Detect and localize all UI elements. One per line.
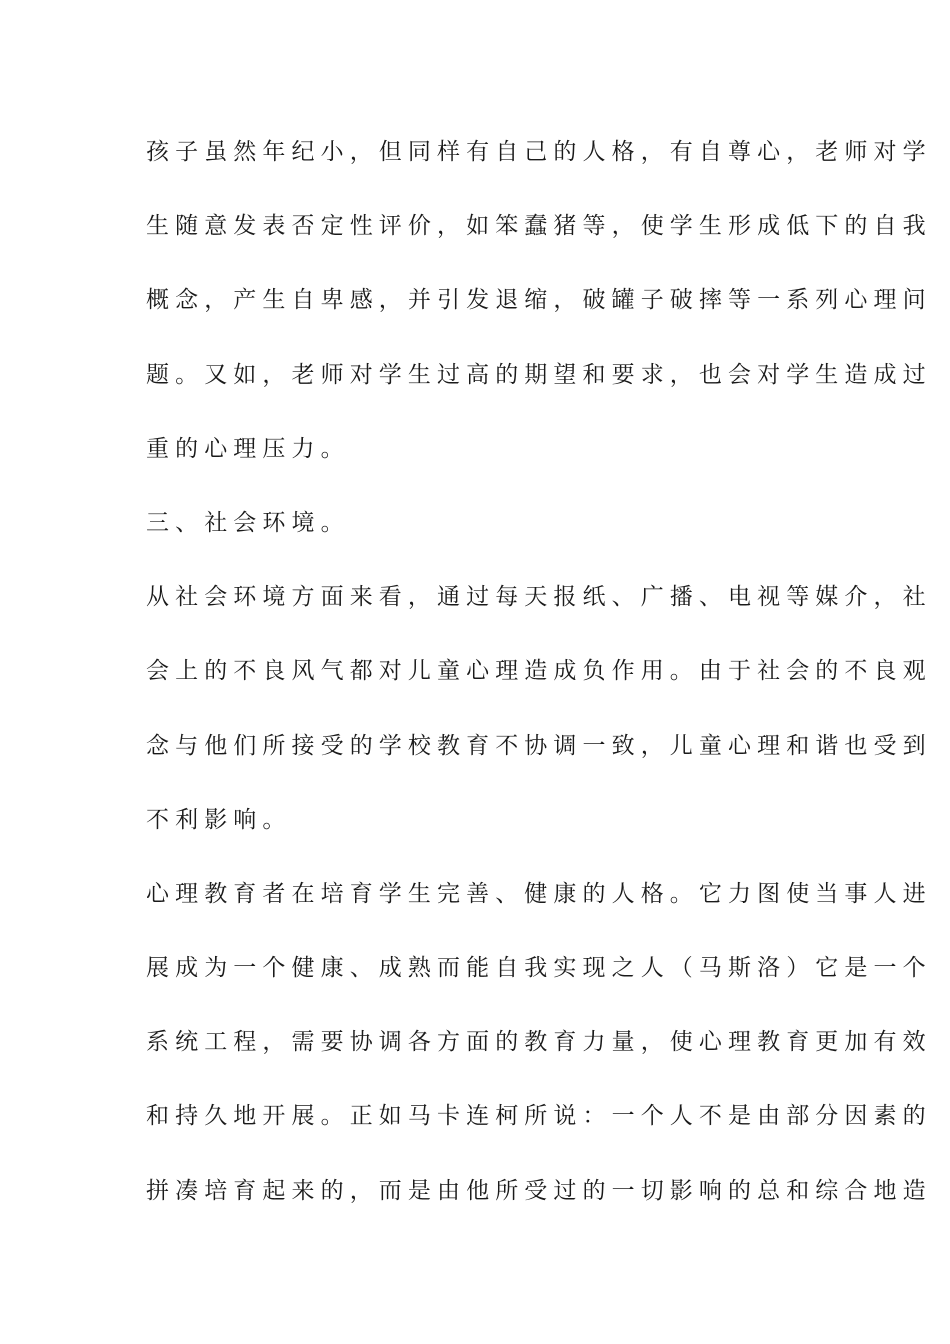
text-line-12: 展成为一个健康、成熟而能自我实现之人（马斯洛）它是一个	[146, 955, 932, 982]
text-line-10: 不利影响。	[146, 806, 292, 833]
text-line-5: 重的心理压力。	[146, 435, 350, 462]
section-heading: 三、社会环境。	[146, 509, 350, 536]
text-line-11: 心理教育者在培育学生完善、健康的人格。它力图使当事人进	[146, 880, 932, 907]
body-text	[146, 124, 932, 1237]
text-line-4: 题。又如，老师对学生过高的期望和要求，也会对学生造成过	[146, 361, 932, 388]
text-line-14: 和持久地开展。正如马卡连柯所说：一个人不是由部分因素的	[146, 1103, 932, 1130]
text-line-8: 会上的不良风气都对儿童心理造成负作用。由于社会的不良观	[146, 658, 932, 685]
text-line-13: 系统工程，需要协调各方面的教育力量，使心理教育更加有效	[146, 1029, 932, 1056]
text-line-7: 从社会环境方面来看，通过每天报纸、广播、电视等媒介，社	[146, 584, 932, 611]
text-line-3: 概念，产生自卑感，并引发退缩，破罐子破摔等一系列心理问	[146, 287, 932, 314]
text-line-9: 念与他们所接受的学校教育不协调一致，儿童心理和谐也受到	[146, 732, 932, 759]
text-line-15: 拼凑培育起来的，而是由他所受过的一切影响的总和综合地造	[146, 1177, 932, 1204]
text-line-2: 生随意发表否定性评价，如笨蠢猪等，使学生形成低下的自我	[146, 213, 932, 240]
text-line-1: 孩子虽然年纪小，但同样有自己的人格，有自尊心，老师对学	[146, 139, 932, 165]
